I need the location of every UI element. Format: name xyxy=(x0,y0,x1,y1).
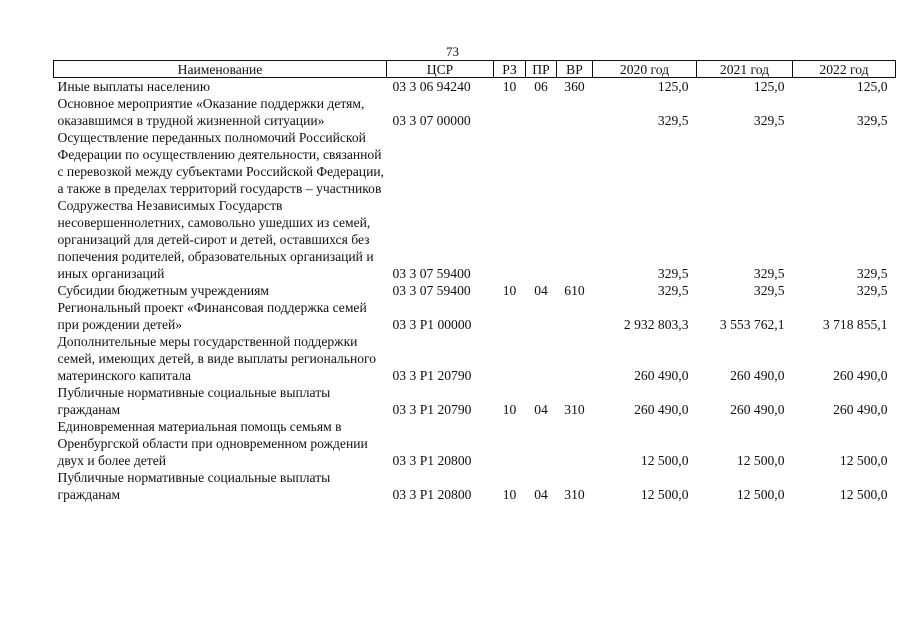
row-2021: 329,5 xyxy=(753,283,785,298)
row-csr: 03 3 07 59400 xyxy=(392,266,471,281)
row-pr: 04 xyxy=(534,283,548,298)
row-2022: 12 500,0 xyxy=(839,453,888,468)
row-rz: 10 xyxy=(502,79,517,94)
row-2022: 329,5 xyxy=(856,113,888,128)
row-pr xyxy=(526,333,557,384)
row-rz xyxy=(494,299,526,333)
row-2022: 329,5 xyxy=(856,266,888,281)
table-row xyxy=(54,129,896,282)
row-name: Иные выплаты населению xyxy=(57,79,210,94)
row-csr: 03 3 06 94240 xyxy=(392,79,471,94)
row-2020: 260 490,0 xyxy=(634,402,689,417)
row-rz: 10 xyxy=(502,402,517,417)
row-name: Публичные нормативные социальные выплаты гражданам xyxy=(57,385,331,417)
row-vr xyxy=(557,299,593,333)
header-2022: 2022 год xyxy=(793,61,896,78)
row-pr xyxy=(526,95,557,129)
table-row xyxy=(54,333,896,384)
header-rz: РЗ xyxy=(494,61,526,78)
row-2020: 329,5 xyxy=(657,266,689,281)
row-2020: 329,5 xyxy=(657,113,689,128)
row-2021: 329,5 xyxy=(753,113,785,128)
row-csr: 03 3 07 59400 xyxy=(392,283,471,298)
table-row xyxy=(54,384,896,418)
row-rz: 10 xyxy=(502,487,517,502)
row-2021: 12 500,0 xyxy=(736,487,785,502)
table-row xyxy=(54,78,896,96)
row-pr: 04 xyxy=(534,487,548,502)
row-csr: 03 3 P1 00000 xyxy=(392,317,472,332)
row-2020: 12 500,0 xyxy=(640,453,689,468)
row-2021: 125,0 xyxy=(753,79,785,94)
row-2020: 329,5 xyxy=(657,283,689,298)
row-name: Основное мероприятие «Оказание поддержки детям, оказавшимся в трудной жизненной ситуации» xyxy=(57,96,365,128)
row-vr xyxy=(557,95,593,129)
header-vr: ВР xyxy=(557,61,593,78)
row-name: Дополнительные меры государственной поддержки семей, имеющих детей, в виде выплаты регионального материнского капитала xyxy=(57,334,377,383)
budget-table xyxy=(53,60,896,503)
header-pr: ПР xyxy=(526,61,557,78)
row-pr: 04 xyxy=(534,402,548,417)
row-2022: 260 490,0 xyxy=(833,402,888,417)
row-vr xyxy=(557,418,593,469)
row-name: Осуществление переданных полномочий Российской Федерации по осуществлению деятельности, связанной с перевозкой между субъектами Российской Федерации, а также в пределах территорий государств – участников Содружества Независимых Государств несовершеннолетних, самовольно ушедших из семей, организаций для детей-сирот и детей, оставшихся без попечения родителей, образовательных организаций и иных организаций xyxy=(57,130,385,281)
row-vr xyxy=(557,333,593,384)
row-2022: 125,0 xyxy=(856,79,888,94)
row-csr: 03 3 P1 20790 xyxy=(392,368,472,383)
row-csr: 03 3 P1 20800 xyxy=(392,453,472,468)
table-row xyxy=(54,418,896,469)
row-pr xyxy=(526,129,557,282)
row-name: Региональный проект «Финансовая поддержка семей при рождении детей» xyxy=(57,300,367,332)
row-2020: 260 490,0 xyxy=(634,368,689,383)
row-name: Единовременная материальная помощь семьям в Оренбургской области при одновременном рождении двух и более детей xyxy=(57,419,368,468)
table-row xyxy=(54,95,896,129)
table-row xyxy=(54,282,896,299)
row-2022: 12 500,0 xyxy=(839,487,888,502)
header-2020: 2020 год xyxy=(593,61,697,78)
row-rz xyxy=(494,333,526,384)
row-2021: 329,5 xyxy=(753,266,785,281)
row-rz xyxy=(494,418,526,469)
row-2020: 2 932 803,3 xyxy=(623,317,689,332)
row-vr: 610 xyxy=(564,283,585,298)
row-rz: 10 xyxy=(502,283,517,298)
table-row xyxy=(54,299,896,333)
row-2020: 12 500,0 xyxy=(640,487,689,502)
header-name: Наименование xyxy=(54,61,387,78)
row-name: Субсидии бюджетным учреждениям xyxy=(57,283,270,298)
row-vr: 310 xyxy=(564,402,585,417)
row-2021: 260 490,0 xyxy=(730,402,785,417)
row-rz xyxy=(494,95,526,129)
row-2022: 260 490,0 xyxy=(833,368,888,383)
row-2021: 3 553 762,1 xyxy=(719,317,785,332)
row-2022: 329,5 xyxy=(856,283,888,298)
header-csr: ЦСР xyxy=(387,61,494,78)
row-2021: 260 490,0 xyxy=(730,368,785,383)
row-pr xyxy=(526,299,557,333)
row-pr xyxy=(526,418,557,469)
row-csr: 03 3 P1 20790 xyxy=(392,402,472,417)
row-csr: 03 3 P1 20800 xyxy=(392,487,472,502)
page-number: 73 xyxy=(446,44,459,59)
row-vr: 310 xyxy=(564,487,585,502)
header-row xyxy=(54,61,896,78)
row-vr: 360 xyxy=(564,79,585,94)
table-row xyxy=(54,469,896,503)
row-2021: 12 500,0 xyxy=(736,453,785,468)
row-csr: 03 3 07 00000 xyxy=(392,113,471,128)
row-rz xyxy=(494,129,526,282)
row-vr xyxy=(557,129,593,282)
row-2020: 125,0 xyxy=(657,79,689,94)
row-name: Публичные нормативные социальные выплаты гражданам xyxy=(57,470,331,502)
row-2022: 3 718 855,1 xyxy=(822,317,888,332)
row-pr: 06 xyxy=(534,79,548,94)
header-2021: 2021 год xyxy=(697,61,793,78)
